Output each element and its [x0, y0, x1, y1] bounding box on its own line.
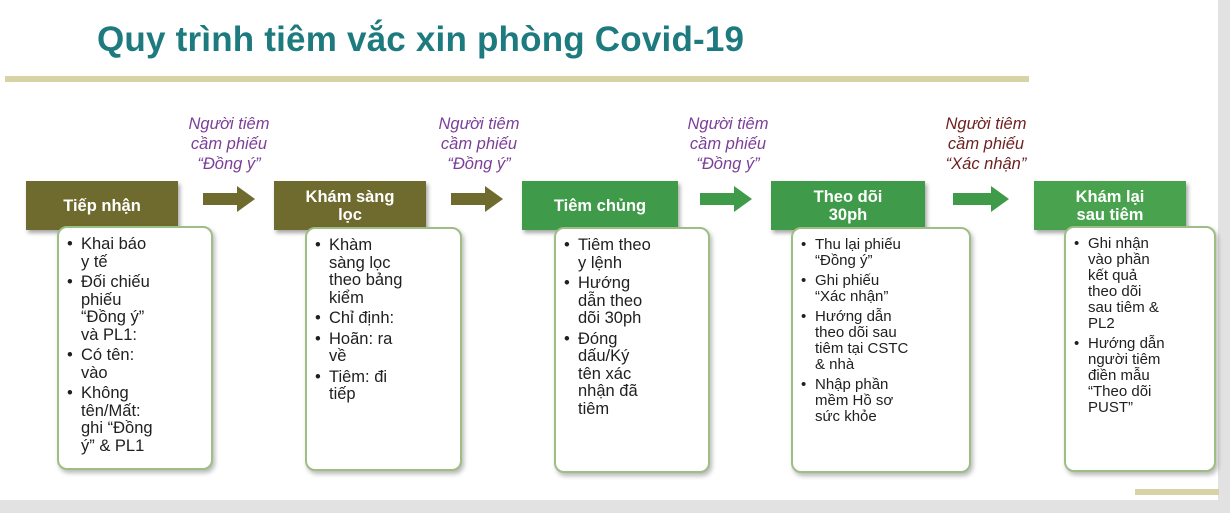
note-line: Người tiêm: [687, 115, 769, 133]
note-line: cầm phiếu: [689, 135, 767, 153]
arrow-right-icon: [451, 186, 503, 212]
footer-divider: [1135, 489, 1219, 495]
list-item: • Ghi phiếu “Xác nhận”: [801, 273, 961, 305]
note-line: Người tiêm: [945, 115, 1027, 133]
list-item: • Tiêm theo y lệnh: [564, 237, 700, 272]
list-item: • Thu lại phiếu “Đồng ý”: [801, 237, 961, 269]
note-line: cầm phiếu: [440, 135, 518, 153]
step-details-kham-sang-loc: [305, 227, 462, 471]
arrow-note-3: [658, 114, 798, 174]
title-divider: [5, 76, 1029, 82]
list-item: • Đóng dấu/Ký tên xác nhận đã tiêm: [564, 331, 700, 419]
step-label: Khám lại sau tiêm: [1075, 187, 1145, 224]
list-item: • Hướng dẫn theo dõi 30ph: [564, 275, 700, 328]
list-item: • Khai báo y tế: [67, 236, 203, 271]
step-kham-lai: [1034, 181, 1186, 230]
step-kham-sang-loc: [274, 181, 426, 230]
note-line: “Đồng ý”: [696, 155, 760, 173]
step-label: Khám sàng lọc: [305, 187, 395, 224]
arrow-right-icon: [700, 186, 752, 212]
step-details-kham-lai: [1064, 226, 1216, 472]
list-item: • Hoãn: ra về: [315, 331, 452, 366]
list-item: • Hướng dẫn theo dõi sau tiêm tại CSTC & nhà: [801, 309, 961, 373]
list-item: • Tiêm: đi tiếp: [315, 369, 452, 404]
list-item: • Đối chiếu phiếu “Đồng ý” và PL1:: [67, 274, 203, 344]
note-line: cầm phiếu: [190, 135, 268, 153]
note-line: “Đồng ý”: [447, 155, 511, 173]
list-item: • Ghi nhận vào phần kết quả theo dõi sau tiêm & PL2: [1074, 236, 1206, 332]
list-item: • Chỉ định:: [315, 310, 452, 328]
note-line: “Đồng ý”: [197, 155, 261, 173]
list-item: • Có tên: vào: [67, 347, 203, 382]
arrow-right-icon: [953, 186, 1009, 212]
step-details-tiep-nhan: [57, 226, 213, 470]
arrow-note-4: [916, 114, 1056, 174]
step-label: Theo dõi 30ph: [813, 187, 883, 224]
page-title: Quy trình tiêm vắc xin phòng Covid-19: [97, 20, 745, 59]
step-details-tiem-chung: [554, 227, 710, 473]
arrow-note-1: [159, 114, 299, 174]
step-details-theo-doi: [791, 227, 971, 473]
list-item: • Không tên/Mất: ghi “Đồng ý” & PL1: [67, 385, 203, 455]
step-label: Tiếp nhận: [63, 196, 141, 215]
list-item: • Khàm sàng lọc theo bảng kiểm: [315, 237, 452, 307]
list-item: • Hướng dẫn người tiêm điền mẫu “Theo dõi PUST”: [1074, 336, 1206, 416]
arrow-right-icon: [203, 186, 255, 212]
note-line: cầm phiếu: [947, 135, 1025, 153]
arrow-note-2: [409, 114, 549, 174]
note-line: Người tiêm: [438, 115, 520, 133]
list-item: • Nhập phần mềm Hồ sơ sức khỏe: [801, 377, 961, 425]
note-line: Người tiêm: [188, 115, 270, 133]
step-tiem-chung: [522, 181, 678, 230]
step-label: Tiêm chủng: [553, 196, 647, 215]
step-theo-doi: [771, 181, 925, 230]
note-line: “Xác nhận”: [945, 155, 1027, 173]
step-tiep-nhan: [26, 181, 178, 230]
